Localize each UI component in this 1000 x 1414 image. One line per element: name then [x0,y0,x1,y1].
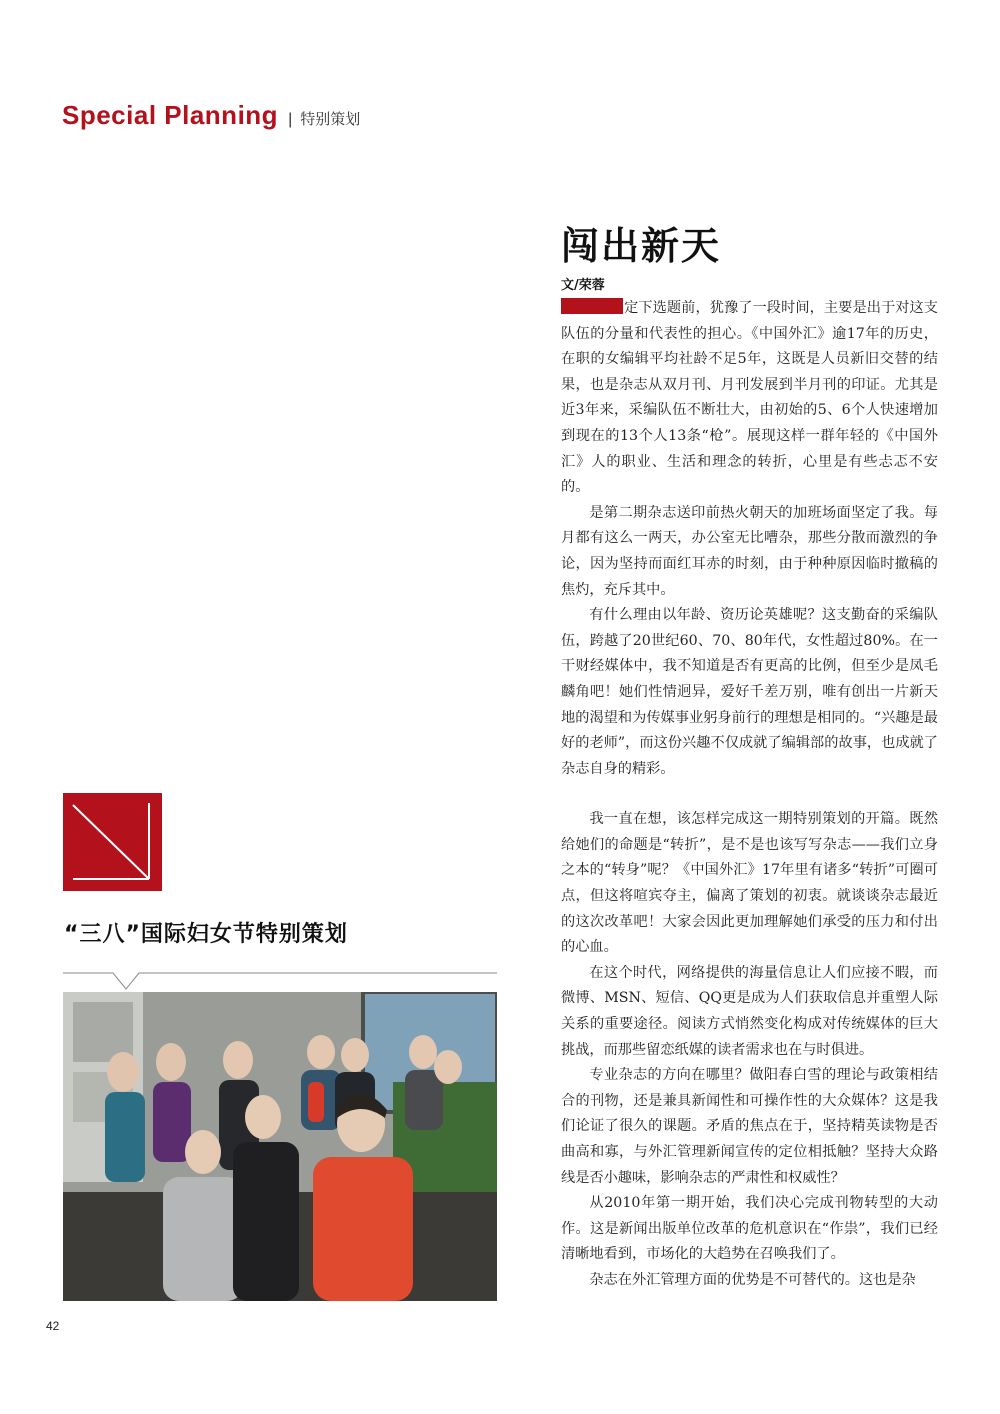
callout-pointer-line [63,963,497,993]
group-photo-image [63,992,497,1301]
section-title-chinese: 特别策划 [300,110,361,128]
red-bar-marker [561,298,623,314]
article-body [561,296,938,1294]
article-paragraph: 从2010年第一期开始，我们决心完成刊物转型的大动作。这是新闻出版单位改革的危机意识在“作祟”，我们已经清晰地看到，市场化的大趋势在召唤我们了。 [561,1195,938,1263]
article-paragraph: 在这个时代，网络提供的海量信息让人们应接不暇，而微博、MSN、短信、QQ更是成为人们获取信息并重塑人际关系的重要途径。阅读方式悄然变化构成对传统媒体的巨大挑战，而那些留恋纸媒的读者需求也在与时俱进。 [561,964,938,1058]
article-paragraph: 杂志在外汇管理方面的优势是不可替代的。这也是杂 [589,1271,916,1288]
diagonal-arrow-icon [63,793,162,891]
article-paragraph: 有什么理由以年龄、资历论英雄呢？这支勤奋的采编队伍，跨越了20世纪60、70、80年代，女性超过80%。在一干财经媒体中，我不知道是否有更高的比例，但至少是凤毛麟角吧！她们性情迥异，爱好千差万别，唯有创出一片新天地的渴望和为传媒事业躬身前行的理想是相同的。“兴趣是最好的老师”，而这份兴趣不仅成就了编辑部的故事，也成就了杂志自身的精彩。 [561,607,938,777]
section-header [62,100,360,131]
section-title-english: Special Planning [62,100,279,130]
header-separator: | [288,111,293,128]
article-paragraph: 是第二期杂志送印前热火朝天的加班场面坚定了我。每月都有这么一两天，办公室无比嘈杂，那些分散而激烈的争论，因为坚持而面红耳赤的时刻，由于种种原因临时撤稿的焦灼，充斥其中。 [561,504,938,598]
article-byline: 文/荣蓉 [561,278,605,293]
feature-title: “三八”国际妇女节特别策划 [64,922,348,947]
article-paragraph: 定下选题前，犹豫了一段时间，主要是出于对这支队伍的分量和代表性的担心。《中国外汇》逾17年的历史，在职的女编辑平均社龄不足5年，这既是人员新旧交替的结果，也是杂志从双月刊、月刊发展到半月刊的印证。尤其是近3年来，采编队伍不断壮大，由初始的5、6个人快速增加到现在的13个人13条“枪”。展现这样一群年轻的《中国外汇》人的职业、生活和理念的转折，心里是有些忐忑不安的。 [561,300,938,496]
article-paragraph: 我一直在想，该怎样完成这一期特别策划的开篇。既然给她们的命题是“转折”，是不是也该写写杂志——我们立身之本的“转身”呢？《中国外汇》17年里有诸多“转折”可圈可点，但这将喧宾夺主，偏离了策划的初衷。就谈谈杂志最近的这次改革吧！大家会因此更加理解她们承受的压力和付出的心血。 [561,811,938,956]
article-paragraph: 专业杂志的方向在哪里？做阳春白雪的理论与政策相结合的刊物，还是兼具新闻性和可操作性的大众媒体？这是我们论证了很久的课题。矛盾的焦点在于，坚持精英读物是否曲高和寡，与外汇管理新闻宣传的定位相抵触？坚持大众路线是否小趣味，影响杂志的严肃性和权威性？ [561,1067,938,1186]
page-number: 42 [46,1319,60,1333]
article-title: 闯出新天 [561,224,722,268]
